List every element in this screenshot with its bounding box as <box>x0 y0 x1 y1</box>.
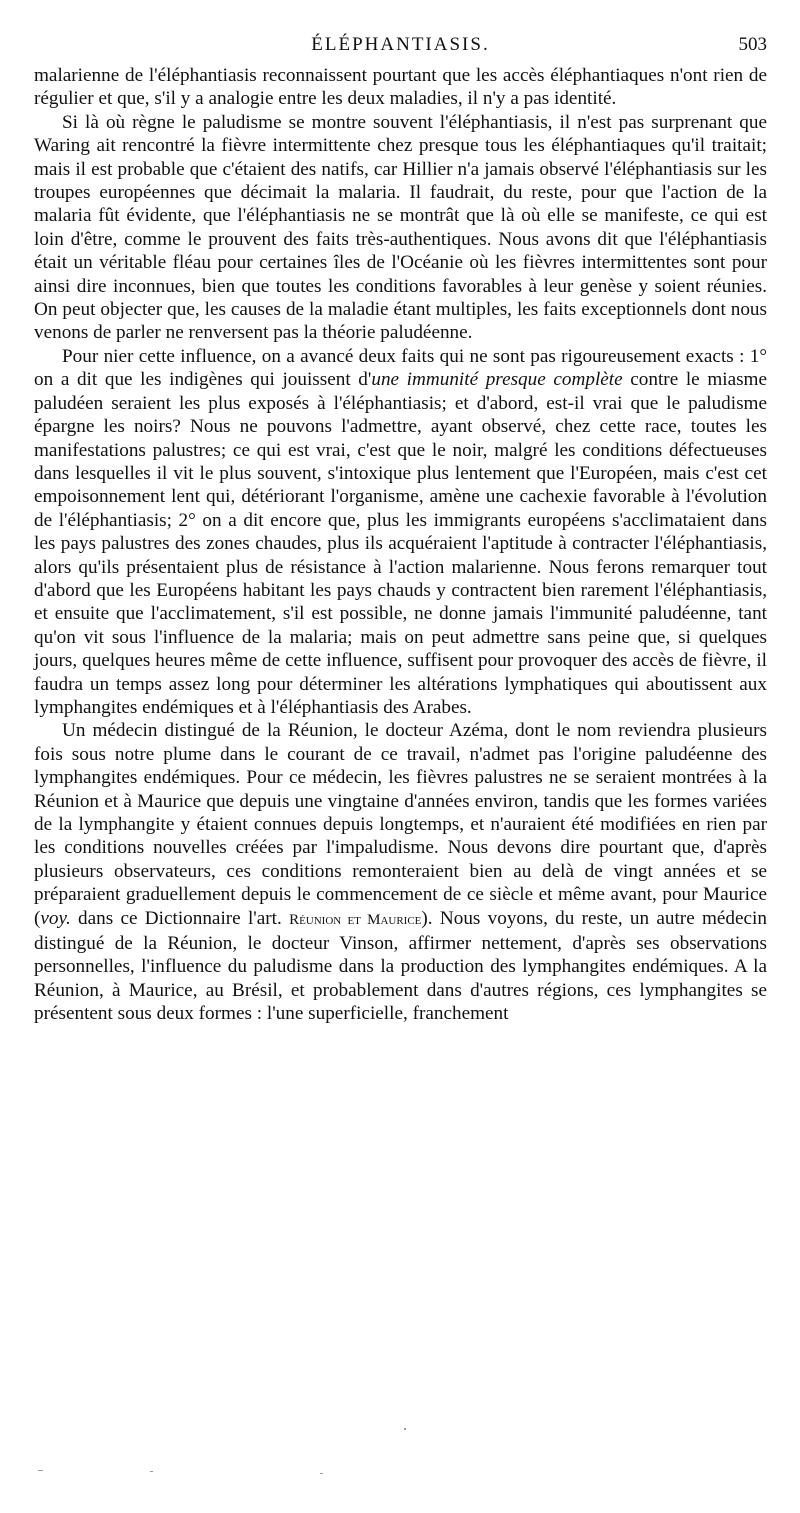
paragraph-3 <box>34 345 767 720</box>
running-title: ÉLÉPHANTIASIS. <box>311 34 490 55</box>
scan-speck <box>320 1473 323 1474</box>
paragraph-3-emphasis: une immunité presque complète <box>371 369 623 391</box>
paragraph-3-text-b: contre le miasme paludéen seraient les plus exposés à l'éléphantiasis; et d'abord, est-il vrai que le paludisme épargne les noirs? Nous ne pouvons l'admettre, ayant observé, chez cette race, toutes les manifestations palustres; ce qui est vrai, c'est que le noir, malgré les conditions défectueuses dans lesquelles il vit le plus souvent, s'intoxique plus lentement que l'Européen, mais c'est cet empoisonnement lent qui, détériorant l'organisme, amène une cachexie favorable à l'évolution de l'éléphantiasis; 2° on a dit encore que, plus les immigrants européens s'acclimataient dans les pays palustres des zones chaudes, plus ils acquéraient l'aptitude à contracter l'éléphantiasis, alors qu'ils présentaient plus de résistance à l'action malarienne. Nous ferons remarquer tout d'abord que les Européens habitant les pays chauds y contractent bien rarement l'éléphantiasis, et ensuite que l'acclimatement, s'il est possible, ne donne jamais l'immunité paludéenne, tant qu'on vit sous l'influence de la malaria; mais on peut admettre sans peine que, si quelques jours, quelques heures même de cette influence, suffisent pour provoquer des accès de fièvre, il faudra un temps assez long pour déterminer les altérations lymphatiques qui aboutissent aux lymphangites endémiques et à l'éléphantiasis des Arabes. <box>34 369 767 718</box>
paragraph-4 <box>34 719 767 1025</box>
scan-speck <box>404 1428 406 1430</box>
paragraph-4-text-a: Un médecin distingué de la Réunion, le docteur Azéma, dont le nom reviendra plusieurs fois sous notre plume dans le courant de ce travail, n'admet pas l'origine paludéenne des lymphangites endémiques. Pour ce médecin, les fièvres palustres ne se seraient montrées à la Réunion et à Maurice que depuis une vingtaine d'années environ, tandis que les formes variées de la lymphangite y étaient connues depuis longtemps, et n'auraient été modifiées en rien par les conditions nouvelles créées par l'impaludisme. Nous devons dire pourtant que, d'après plusieurs observateurs, ces conditions remonteraient bien au delà de vingt années et se préparaient graduellement depuis le commencement de ce siècle et même avant, pour Maurice ( <box>34 720 767 929</box>
scan-speck <box>150 1471 153 1472</box>
paragraph-2: Si là où règne le paludisme se montre souvent l'éléphantiasis, il n'est pas surprenant que Waring ait rencontré la fièvre intermittente chez presque tous les éléphantiaques qu'il traitait; mais il est probable que c'étaient des natifs, car Hillier n'a jamais observé l'éléphantiasis sur les troupes européennes que décimait la malaria. Il faudrait, du reste, pour que l'action de la malaria fût évidente, que l'éléphantiasis ne se montrât que là où elle se manifeste, ce qui est loin d'être, comme le prouvent des faits très-authentiques. Nous avons dit que l'éléphantiasis était un véritable fléau pour certaines îles de l'Océanie où les fièvres intermittentes sont pour ainsi dire inconnues, bien que toutes les conditions favorables à leur genèse y soient réunies. On peut objecter que, les causes de la maladie étant multiples, les faits exceptionnels dont nous venons de parler ne renversent pas la théorie paludéenne. <box>34 111 767 344</box>
paragraph-4-text-b: dans ce Dictionnaire l'art. <box>70 907 290 929</box>
paragraph-4-emphasis: voy. <box>40 907 71 929</box>
running-header <box>34 30 767 60</box>
paragraph-3-text-a: Pour nier cette influence, on a avancé deux faits qui ne sont pas rigoureusement exacts : 1° on a dit que les indigènes qui jouissent d' <box>34 345 767 391</box>
body-text <box>34 64 767 1026</box>
paragraph-4-article-reference: Réunion et Maurice <box>289 911 422 928</box>
page-number: 503 <box>738 34 767 55</box>
scan-speck <box>38 1470 43 1471</box>
paragraph-4-text-c: ). Nous voyons, du reste, un autre médecin distingué de la Réunion, le docteur Vinson, affirmer nettement, d'après ses observations personnelles, l'influence du paludisme dans la production des lymphangites endémiques. A la Réunion, à Maurice, au Brésil, et probablement dans d'autres régions, ces lymphangites se présentent sous deux formes : l'une superficielle, franchement <box>34 907 767 1025</box>
paragraph-1: malarienne de l'éléphantiasis reconnaissent pourtant que les accès éléphantiaques n'ont rien de régulier et que, s'il y a analogie entre les deux maladies, il n'y a pas identité. <box>34 65 767 110</box>
